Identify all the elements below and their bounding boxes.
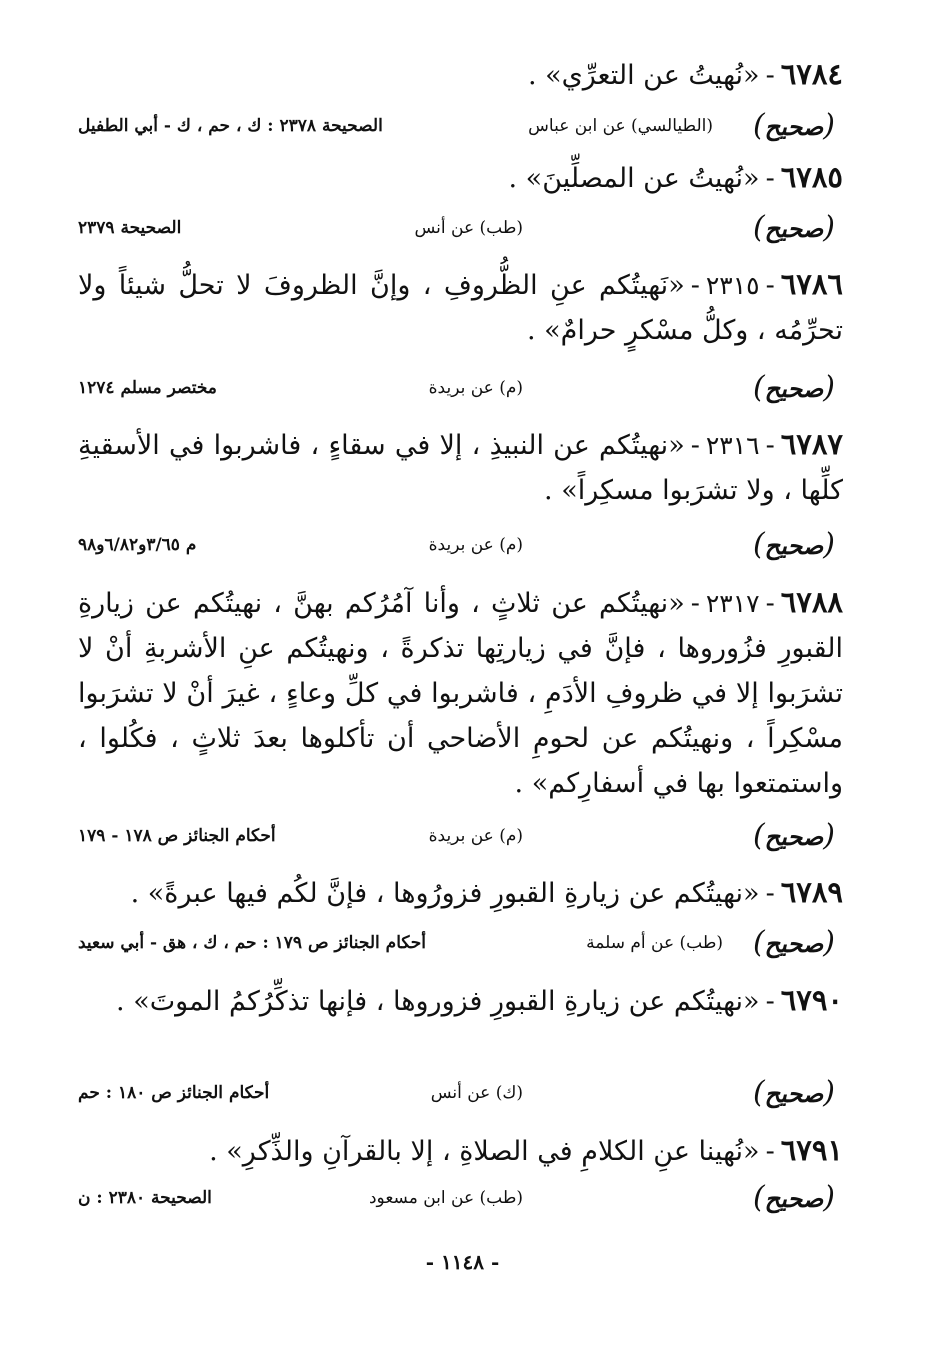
hadith-number: ٦٧٨٩ — [780, 875, 843, 909]
source-line — [78, 1075, 843, 1115]
source-line — [78, 925, 843, 965]
hadith-text: «نُهيتُ عن التعرِّي» . — [527, 60, 760, 91]
grade-label: ( صحيح ) — [745, 1075, 843, 1110]
grade-label: ( صحيح ) — [745, 108, 843, 143]
book-reference: أحكام الجنائز ص ١٧٩ : حم ، ك ، هق - أبي سعيد — [78, 933, 427, 953]
hadith-number: ٦٧٨٤ — [780, 57, 843, 91]
grade-label: ( صحيح ) — [745, 210, 843, 245]
narrator-reference: (م) عن بريدة — [428, 378, 523, 398]
hadith-number: ٦٧٨٥ — [780, 160, 843, 194]
hadith-secondary-number: ٢٣١٥ — [705, 271, 760, 300]
hadith-text: «نُهيتُ عن المصلِّينَ» . — [508, 163, 760, 194]
hadith-text: «نهيتُكم عن النبيذِ ، إلا في سقاءٍ ، فاشربوا في الأسقيةِ كلِّها ، ولا تشرَبوا مسكِراً» . — [78, 430, 843, 506]
grade-label: ( صحيح ) — [745, 1180, 843, 1215]
hadith-entry: ٦٧٩١-«نُهينا عنِ الكلامِ في الصلاةِ ، إلا بالقرآنِ والذِّكرِ» . — [209, 1133, 843, 1167]
narrator-reference: (طب) عن أم سلمة — [586, 933, 723, 953]
hadith-entry: ٦٧٨٩-«نهيتُكم عن زيارةِ القبورِ فزورُوها ، فإنَّ لكُم فيها عبرةً» . — [130, 875, 843, 909]
book-reference: م ٣/٦٥و٦/٨٢و٩٨ — [78, 535, 197, 555]
book-reference: مختصر مسلم ١٢٧٤ — [78, 378, 217, 398]
hadith-number: ٦٧٨٨ — [780, 585, 843, 619]
narrator-reference: (ك) عن أنس — [430, 1083, 523, 1103]
narrator-reference: (طب) عن ابن مسعود — [368, 1188, 523, 1208]
hadith-entry: ٦٧٨٧-٢٣١٦-«نهيتُكم عن النبيذِ ، إلا في سقاءٍ ، فاشربوا في الأسقيةِ كلِّها ، ولا تشرَبوا مسكِراً» . — [78, 427, 843, 506]
source-line — [78, 1180, 843, 1220]
book-reference: أحكام الجنائز ص ١٨٠ : حم — [78, 1083, 270, 1103]
hadith-text: «نهيتُكم عن ثلاثٍ ، وأنا آمُرُكم بهنَّ ، نهيتُكم عن زيارةِ القبورِ فزُوروها ، فإنَّ في زيارتِها تذكرةً ، ونهيتُكم عنِ الأشربةِ أنْ لا تشرَبوا إلا في ظروفِ الأدَمِ ، فاشربوا في كلِّ وعاءٍ ، غيرَ أنْ لا تشرَبوا مسْكِراً ، ونهيتُكم عن لحومِ الأضاحي أن تأكلوها بعدَ ثلاثٍ ، فكُلوا ، واستمتعوا بها في أسفارِكم» . — [78, 588, 843, 799]
grade-label: ( صحيح ) — [745, 370, 843, 405]
book-reference: الصحيحة ٢٣٨٠ : ن — [78, 1188, 212, 1208]
source-line — [78, 818, 843, 858]
narrator-reference: (م) عن بريدة — [428, 535, 523, 555]
hadith-secondary-number: ٢٣١٧ — [705, 589, 760, 618]
narrator-reference: (طب) عن أنس — [414, 218, 523, 238]
hadith-text: «نهيتُكم عن زيارةِ القبورِ فزورُوها ، فإنَّ لكُم فيها عبرةً» . — [130, 878, 760, 909]
grade-label: ( صحيح ) — [745, 527, 843, 562]
hadith-number: ٦٧٨٦ — [780, 267, 843, 301]
hadith-text: «نهيتُكم عن زيارةِ القبورِ فزوروها ، فإنها تذكِّرُكمُ الموتَ» . — [116, 986, 760, 1017]
book-reference: أحكام الجنائز ص ١٧٨ - ١٧٩ — [78, 826, 276, 846]
hadith-entry: ٦٧٨٦-٢٣١٥-«نَهيتُكم عنِ الظُّروفِ ، وإنَّ الظروفَ لا تحلُّ شيئاً ولا تحرِّمُه ، وكلُّ مسْكرٍ حرامٌ» . — [78, 267, 843, 346]
narrator-reference: (الطيالسي) عن ابن عباس — [528, 116, 713, 136]
book-reference: الصحيحة ٢٣٧٩ — [78, 218, 182, 238]
hadith-text: «نُهينا عنِ الكلامِ في الصلاةِ ، إلا بالقرآنِ والذِّكرِ» . — [209, 1136, 760, 1167]
hadith-secondary-number: ٢٣١٦ — [705, 431, 760, 460]
hadith-text: «نَهيتُكم عنِ الظُّروفِ ، وإنَّ الظروفَ لا تحلُّ شيئاً ولا تحرِّمُه ، وكلُّ مسْكرٍ حرامٌ» . — [78, 270, 843, 346]
page-number: - ١١٤٨ - — [425, 1250, 500, 1274]
hadith-number: ٦٧٨٧ — [780, 427, 843, 461]
hadith-number: ٦٧٩٠ — [780, 983, 843, 1017]
source-line — [78, 210, 843, 250]
grade-label: ( صحيح ) — [745, 925, 843, 960]
source-line — [78, 527, 843, 567]
narrator-reference: (م) عن بريدة — [428, 826, 523, 846]
source-line — [78, 370, 843, 410]
hadith-number: ٦٧٩١ — [780, 1133, 843, 1167]
book-reference: الصحيحة ٢٣٧٨ : ك ، حم ، ك - أبي الطفيل — [78, 116, 383, 136]
hadith-entry: ٦٧٨٤-«نُهيتُ عن التعرِّي» . — [527, 57, 843, 91]
hadith-entry: ٦٧٨٥-«نُهيتُ عن المصلِّينَ» . — [508, 160, 843, 194]
grade-label: ( صحيح ) — [745, 818, 843, 853]
hadith-entry: ٦٧٩٠-«نهيتُكم عن زيارةِ القبورِ فزوروها ، فإنها تذكِّرُكمُ الموتَ» . — [116, 983, 843, 1017]
hadith-entry: ٦٧٨٨-٢٣١٧-«نهيتُكم عن ثلاثٍ ، وأنا آمُرُكم بهنَّ ، نهيتُكم عن زيارةِ القبورِ فزُوروها ، فإنَّ في زيارتِها تذكرةً ، ونهيتُكم عنِ الأشربةِ أنْ لا تشرَبوا إلا في ظروفِ الأدَمِ ، فاشربوا في كلِّ وعاءٍ ، غيرَ أنْ لا تشرَبوا مسْكِراً ، ونهيتُكم عن لحومِ الأضاحي أن تأكلوها بعدَ ثلاثٍ ، فكُلوا ، واستمتعوا بها في أسفارِكم» . — [78, 585, 843, 799]
source-line — [78, 108, 843, 148]
